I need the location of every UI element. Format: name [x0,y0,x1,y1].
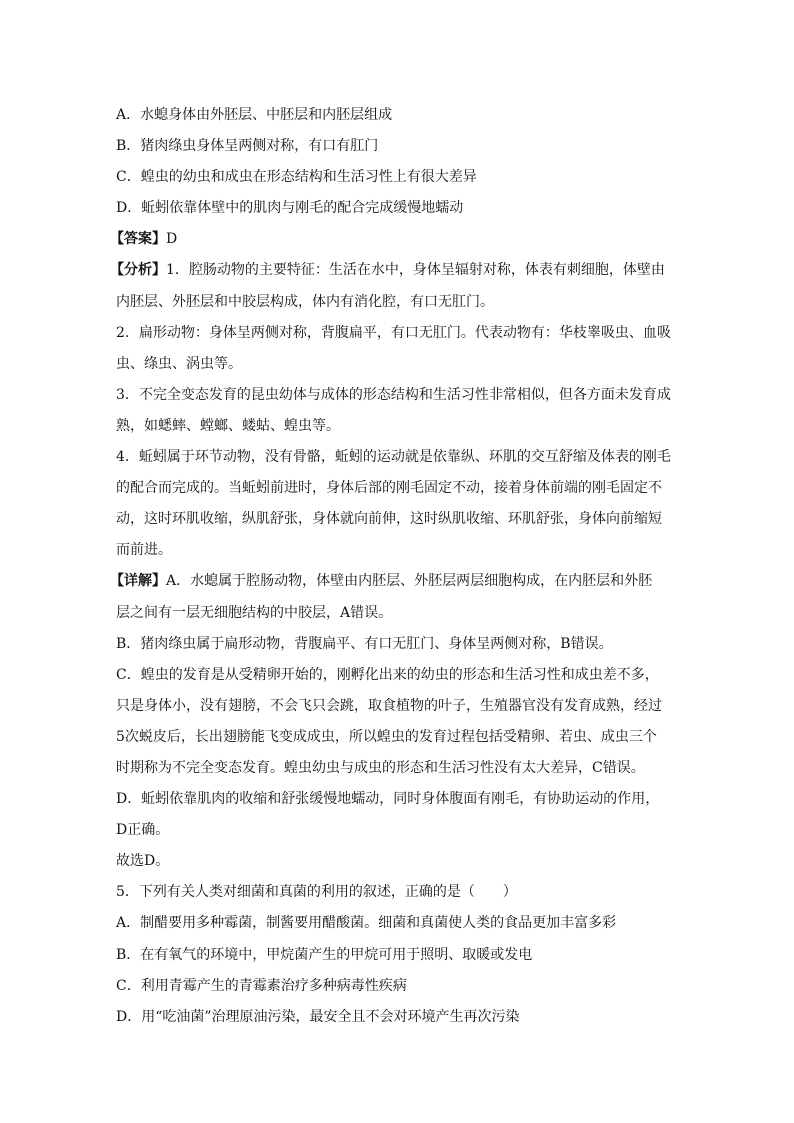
detail-line: 层之间有一层无细胞结构的中胶层，A错误。 [116,604,393,621]
detail-line: 故选D。 [116,853,170,870]
detail-text: A．水螅属于腔肠动物，体壁由内胚层、外胚层两层细胞构成，在内胚层和外胚 [166,573,653,590]
detail-line [110,566,684,597]
analysis-line: 2．扁形动物：身体呈两侧对称，背腹扁平，有口无肛门。代表动物有：华枝睾吸虫、血吸 [116,324,671,341]
answer-line [110,224,684,255]
option-d: D．蚯蚓依靠体壁中的肌肉与刚毛的配合完成缓慢地蠕动 [116,200,464,217]
analysis-tag: 【分析】 [110,262,166,279]
analysis-line: 虫、绦虫、涡虫等。 [116,355,242,372]
detail-line: D正确。 [116,822,170,839]
q5-option-b: B．在有氧气的环境中，甲烷菌产生的甲烷可用于照明、取暖或发电 [116,946,533,963]
option-b: B．猪肉绦虫身体呈两侧对称，有口有肛门 [116,138,379,155]
detail-line: C．蝗虫的发育是从受精卵开始的，刚孵化出来的幼虫的形态和生活习性和成虫差不多， [116,666,659,683]
detail-line: 时期称为不完全变态发育。蝗虫幼虫与成虫的形态和生活习性没有太大差异，C错误。 [116,759,645,776]
detail-line: D．蚯蚓依靠肌肉的收缩和舒张缓慢地蠕动，同时身体腹面有刚毛，有协助运动的作用， [116,791,660,808]
option-a: A．水螅身体由外胚层、中胚层和内胚层组成 [116,107,393,123]
analysis-line: 熟，如蟋蟀、螳螂、蝼蛄、蝗虫等。 [116,417,340,434]
detail-line: B．猪肉绦虫属于扁形动物，背腹扁平、有口无肛门、身体呈两侧对称，B错误。 [116,635,613,652]
analysis-line: 3．不完全变态发育的昆虫幼体与成体的形态结构和生活习性非常相似，但各方面未发育成 [116,386,671,403]
q5-option-d: D．用“吃油菌”治理原油污染，最安全且不会对环境产生再次污染 [116,1008,520,1025]
detail-line: 只是身体小，没有翅膀，不会飞只会跳，取食植物的叶子，生殖器官没有发育成熟，经过 [116,697,662,714]
option-c: C．蝗虫的幼虫和成虫在形态结构和生活习性上有很大差异 [116,169,477,186]
answer-tag: 【答案】 [110,231,166,248]
analysis-line: 内胚层、外胚层和中胶层构成，体内有消化腔，有口无肛门。 [116,293,494,310]
analysis-line: 动，这时环肌收缩，纵肌舒张，身体就向前伸，这时纵肌收缩、环肌舒张，身体向前缩短 [116,511,662,528]
detail-tag: 【详解】 [110,573,166,590]
analysis-line [110,255,684,286]
answer-value: D [166,231,178,248]
analysis-text: 1．腔肠动物的主要特征：生活在水中，身体呈辐射对称，体表有刺细胞，体壁由 [166,262,665,279]
q5-option-c: C．利用青霉产生的青霉素治疗多种病毒性疾病 [116,977,407,994]
analysis-line: 4．蚯蚓属于环节动物，没有骨骼，蚯蚓的运动就是依靠纵、环肌的交互舒缩及体表的刚毛 [116,449,671,466]
analysis-line: 的配合而完成的。当蚯蚓前进时，身体后部的刚毛固定不动，接着身体前端的刚毛固定不 [116,480,662,497]
detail-line: 5次蜕皮后，长出翅膀能飞变成成虫，所以蝗虫的发育过程包括受精卵、若虫、成虫三个 [116,728,657,745]
analysis-line: 而前进。 [116,542,172,559]
q5-option-a: A．制醋要用多种霉菌，制酱要用醋酸菌。细菌和真菌使人类的食品更加丰富多彩 [116,915,617,932]
question-5-stem: 5．下列有关人类对细菌和真菌的利用的叙述，正确的是（ ） [116,884,517,901]
